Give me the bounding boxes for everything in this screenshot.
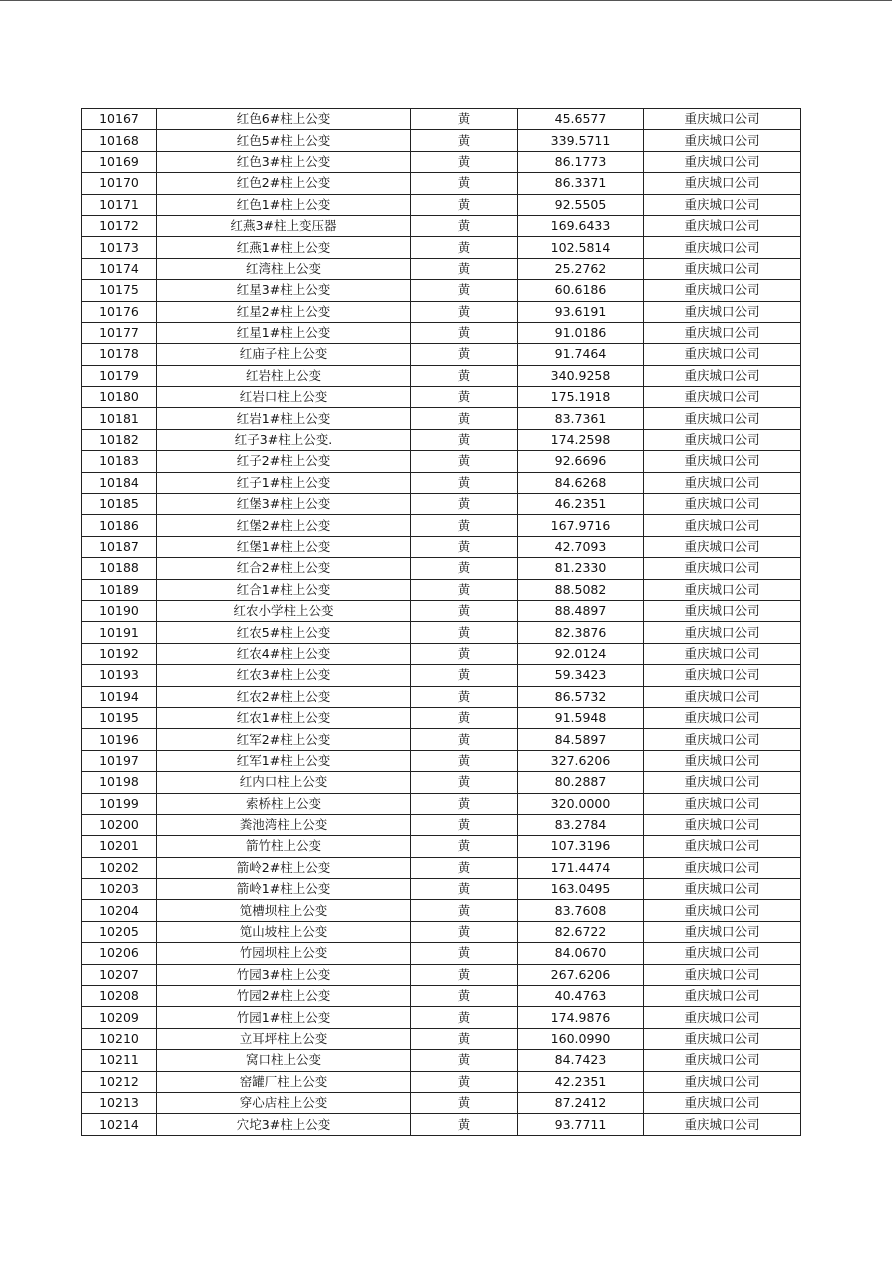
value-cell: 84.7423	[518, 1050, 644, 1071]
table-body	[82, 109, 801, 1136]
level-cell: 黄	[411, 237, 518, 258]
value-cell: 91.5948	[518, 707, 644, 728]
level-cell: 黄	[411, 109, 518, 130]
value-cell: 80.2887	[518, 772, 644, 793]
table-row	[82, 429, 801, 450]
station-name-cell: 红合1#柱上公变	[157, 579, 411, 600]
level-cell: 黄	[411, 686, 518, 707]
value-cell: 87.2412	[518, 1092, 644, 1113]
company-cell: 重庆城口公司	[644, 301, 801, 322]
row-id-cell: 10197	[82, 750, 157, 771]
row-id-cell: 10186	[82, 515, 157, 536]
table-row	[82, 643, 801, 664]
row-id-cell: 10188	[82, 558, 157, 579]
row-id-cell: 10193	[82, 665, 157, 686]
level-cell: 黄	[411, 344, 518, 365]
table-row	[82, 943, 801, 964]
company-cell: 重庆城口公司	[644, 408, 801, 429]
table-row	[82, 879, 801, 900]
company-cell: 重庆城口公司	[644, 429, 801, 450]
station-name-cell: 穴坨3#柱上公变	[157, 1114, 411, 1135]
company-cell: 重庆城口公司	[644, 494, 801, 515]
level-cell: 黄	[411, 1050, 518, 1071]
transformer-table	[81, 108, 801, 1136]
table-row	[82, 964, 801, 985]
value-cell: 92.6696	[518, 451, 644, 472]
table-row	[82, 793, 801, 814]
company-cell: 重庆城口公司	[644, 558, 801, 579]
row-id-cell: 10205	[82, 921, 157, 942]
level-cell: 黄	[411, 558, 518, 579]
value-cell: 84.6268	[518, 472, 644, 493]
company-cell: 重庆城口公司	[644, 387, 801, 408]
company-cell: 重庆城口公司	[644, 237, 801, 258]
level-cell: 黄	[411, 429, 518, 450]
company-cell: 重庆城口公司	[644, 173, 801, 194]
company-cell: 重庆城口公司	[644, 943, 801, 964]
level-cell: 黄	[411, 879, 518, 900]
value-cell: 86.3371	[518, 173, 644, 194]
table-row	[82, 836, 801, 857]
level-cell: 黄	[411, 215, 518, 236]
company-cell: 重庆城口公司	[644, 686, 801, 707]
table-row	[82, 194, 801, 215]
table-row	[82, 1092, 801, 1113]
level-cell: 黄	[411, 451, 518, 472]
level-cell: 黄	[411, 1071, 518, 1092]
level-cell: 黄	[411, 707, 518, 728]
table-row	[82, 451, 801, 472]
station-name-cell: 红内口柱上公变	[157, 772, 411, 793]
station-name-cell: 红色6#柱上公变	[157, 109, 411, 130]
level-cell: 黄	[411, 130, 518, 151]
level-cell: 黄	[411, 986, 518, 1007]
station-name-cell: 立耳坪柱上公变	[157, 1028, 411, 1049]
company-cell: 重庆城口公司	[644, 151, 801, 172]
value-cell: 93.6191	[518, 301, 644, 322]
station-name-cell: 笕山坡柱上公变	[157, 921, 411, 942]
row-id-cell: 10171	[82, 194, 157, 215]
company-cell: 重庆城口公司	[644, 365, 801, 386]
station-name-cell: 红子2#柱上公变	[157, 451, 411, 472]
page-top-border	[0, 0, 892, 1]
level-cell: 黄	[411, 857, 518, 878]
company-cell: 重庆城口公司	[644, 750, 801, 771]
row-id-cell: 10170	[82, 173, 157, 194]
value-cell: 320.0000	[518, 793, 644, 814]
station-name-cell: 红军2#柱上公变	[157, 729, 411, 750]
row-id-cell: 10183	[82, 451, 157, 472]
value-cell: 42.2351	[518, 1071, 644, 1092]
company-cell: 重庆城口公司	[644, 814, 801, 835]
level-cell: 黄	[411, 964, 518, 985]
station-name-cell: 竹园3#柱上公变	[157, 964, 411, 985]
table-row	[82, 986, 801, 1007]
row-id-cell: 10187	[82, 536, 157, 557]
level-cell: 黄	[411, 1092, 518, 1113]
company-cell: 重庆城口公司	[644, 643, 801, 664]
table-row	[82, 515, 801, 536]
station-name-cell: 红农3#柱上公变	[157, 665, 411, 686]
level-cell: 黄	[411, 536, 518, 557]
level-cell: 黄	[411, 494, 518, 515]
company-cell: 重庆城口公司	[644, 1114, 801, 1135]
row-id-cell: 10212	[82, 1071, 157, 1092]
value-cell: 81.2330	[518, 558, 644, 579]
value-cell: 91.0186	[518, 322, 644, 343]
station-name-cell: 竹园坝柱上公变	[157, 943, 411, 964]
station-name-cell: 红色5#柱上公变	[157, 130, 411, 151]
company-cell: 重庆城口公司	[644, 1028, 801, 1049]
value-cell: 92.5505	[518, 194, 644, 215]
company-cell: 重庆城口公司	[644, 986, 801, 1007]
row-id-cell: 10177	[82, 322, 157, 343]
level-cell: 黄	[411, 836, 518, 857]
station-name-cell: 红星1#柱上公变	[157, 322, 411, 343]
company-cell: 重庆城口公司	[644, 109, 801, 130]
table-row	[82, 1050, 801, 1071]
table-row	[82, 408, 801, 429]
table-row	[82, 322, 801, 343]
row-id-cell: 10175	[82, 280, 157, 301]
level-cell: 黄	[411, 408, 518, 429]
row-id-cell: 10207	[82, 964, 157, 985]
row-id-cell: 10180	[82, 387, 157, 408]
table-row	[82, 494, 801, 515]
company-cell: 重庆城口公司	[644, 857, 801, 878]
row-id-cell: 10172	[82, 215, 157, 236]
table-row	[82, 1028, 801, 1049]
station-name-cell: 红子3#柱上公变.	[157, 429, 411, 450]
table-row	[82, 215, 801, 236]
value-cell: 167.9716	[518, 515, 644, 536]
row-id-cell: 10213	[82, 1092, 157, 1113]
value-cell: 174.9876	[518, 1007, 644, 1028]
station-name-cell: 索桥柱上公变	[157, 793, 411, 814]
value-cell: 93.7711	[518, 1114, 644, 1135]
level-cell: 黄	[411, 1028, 518, 1049]
table-row	[82, 857, 801, 878]
row-id-cell: 10174	[82, 258, 157, 279]
company-cell: 重庆城口公司	[644, 579, 801, 600]
row-id-cell: 10194	[82, 686, 157, 707]
value-cell: 83.7361	[518, 408, 644, 429]
station-name-cell: 红岩柱上公变	[157, 365, 411, 386]
row-id-cell: 10210	[82, 1028, 157, 1049]
company-cell: 重庆城口公司	[644, 472, 801, 493]
table-row	[82, 280, 801, 301]
row-id-cell: 10204	[82, 900, 157, 921]
station-name-cell: 箭岭1#柱上公变	[157, 879, 411, 900]
station-name-cell: 红庙子柱上公变	[157, 344, 411, 365]
value-cell: 86.5732	[518, 686, 644, 707]
level-cell: 黄	[411, 258, 518, 279]
row-id-cell: 10182	[82, 429, 157, 450]
station-name-cell: 红星3#柱上公变	[157, 280, 411, 301]
table-row	[82, 579, 801, 600]
table-row	[82, 750, 801, 771]
company-cell: 重庆城口公司	[644, 1092, 801, 1113]
station-name-cell: 红农5#柱上公变	[157, 622, 411, 643]
company-cell: 重庆城口公司	[644, 921, 801, 942]
level-cell: 黄	[411, 1114, 518, 1135]
station-name-cell: 箭竹柱上公变	[157, 836, 411, 857]
station-name-cell: 箭岭2#柱上公变	[157, 857, 411, 878]
station-name-cell: 红堡3#柱上公变	[157, 494, 411, 515]
table-row	[82, 686, 801, 707]
company-cell: 重庆城口公司	[644, 1050, 801, 1071]
company-cell: 重庆城口公司	[644, 258, 801, 279]
table-row	[82, 365, 801, 386]
station-name-cell: 红色1#柱上公变	[157, 194, 411, 215]
value-cell: 88.4897	[518, 600, 644, 621]
company-cell: 重庆城口公司	[644, 793, 801, 814]
value-cell: 60.6186	[518, 280, 644, 301]
row-id-cell: 10208	[82, 986, 157, 1007]
table-row	[82, 387, 801, 408]
row-id-cell: 10173	[82, 237, 157, 258]
company-cell: 重庆城口公司	[644, 729, 801, 750]
table-row	[82, 558, 801, 579]
company-cell: 重庆城口公司	[644, 280, 801, 301]
company-cell: 重庆城口公司	[644, 130, 801, 151]
station-name-cell: 红农1#柱上公变	[157, 707, 411, 728]
company-cell: 重庆城口公司	[644, 1071, 801, 1092]
row-id-cell: 10209	[82, 1007, 157, 1028]
table-row	[82, 151, 801, 172]
row-id-cell: 10203	[82, 879, 157, 900]
row-id-cell: 10201	[82, 836, 157, 857]
table-row	[82, 472, 801, 493]
row-id-cell: 10169	[82, 151, 157, 172]
table-row	[82, 237, 801, 258]
company-cell: 重庆城口公司	[644, 322, 801, 343]
company-cell: 重庆城口公司	[644, 451, 801, 472]
table-row	[82, 600, 801, 621]
value-cell: 46.2351	[518, 494, 644, 515]
level-cell: 黄	[411, 194, 518, 215]
station-name-cell: 红堡1#柱上公变	[157, 536, 411, 557]
level-cell: 黄	[411, 750, 518, 771]
row-id-cell: 10191	[82, 622, 157, 643]
row-id-cell: 10211	[82, 1050, 157, 1071]
company-cell: 重庆城口公司	[644, 707, 801, 728]
value-cell: 84.5897	[518, 729, 644, 750]
table-row	[82, 536, 801, 557]
company-cell: 重庆城口公司	[644, 879, 801, 900]
company-cell: 重庆城口公司	[644, 900, 801, 921]
table-row	[82, 130, 801, 151]
table-row	[82, 622, 801, 643]
station-name-cell: 窝口柱上公变	[157, 1050, 411, 1071]
station-name-cell: 笕槽坝柱上公变	[157, 900, 411, 921]
table-row	[82, 1114, 801, 1135]
station-name-cell: 穿心店柱上公变	[157, 1092, 411, 1113]
value-cell: 107.3196	[518, 836, 644, 857]
value-cell: 42.7093	[518, 536, 644, 557]
row-id-cell: 10198	[82, 772, 157, 793]
level-cell: 黄	[411, 921, 518, 942]
station-name-cell: 窑罐厂柱上公变	[157, 1071, 411, 1092]
company-cell: 重庆城口公司	[644, 964, 801, 985]
row-id-cell: 10192	[82, 643, 157, 664]
value-cell: 25.2762	[518, 258, 644, 279]
level-cell: 黄	[411, 1007, 518, 1028]
company-cell: 重庆城口公司	[644, 536, 801, 557]
level-cell: 黄	[411, 472, 518, 493]
station-name-cell: 红色2#柱上公变	[157, 173, 411, 194]
station-name-cell: 红岩1#柱上公变	[157, 408, 411, 429]
company-cell: 重庆城口公司	[644, 515, 801, 536]
level-cell: 黄	[411, 600, 518, 621]
value-cell: 327.6206	[518, 750, 644, 771]
value-cell: 91.7464	[518, 344, 644, 365]
value-cell: 175.1918	[518, 387, 644, 408]
level-cell: 黄	[411, 793, 518, 814]
value-cell: 174.2598	[518, 429, 644, 450]
company-cell: 重庆城口公司	[644, 665, 801, 686]
company-cell: 重庆城口公司	[644, 215, 801, 236]
value-cell: 82.3876	[518, 622, 644, 643]
value-cell: 83.2784	[518, 814, 644, 835]
table-row	[82, 1007, 801, 1028]
table-row	[82, 109, 801, 130]
table-row	[82, 1071, 801, 1092]
level-cell: 黄	[411, 622, 518, 643]
company-cell: 重庆城口公司	[644, 836, 801, 857]
table-row	[82, 729, 801, 750]
station-name-cell: 红湾柱上公变	[157, 258, 411, 279]
row-id-cell: 10189	[82, 579, 157, 600]
row-id-cell: 10200	[82, 814, 157, 835]
value-cell: 45.6577	[518, 109, 644, 130]
station-name-cell: 红农4#柱上公变	[157, 643, 411, 664]
table-row	[82, 173, 801, 194]
station-name-cell: 红军1#柱上公变	[157, 750, 411, 771]
row-id-cell: 10214	[82, 1114, 157, 1135]
value-cell: 84.0670	[518, 943, 644, 964]
station-name-cell: 竹园1#柱上公变	[157, 1007, 411, 1028]
row-id-cell: 10185	[82, 494, 157, 515]
value-cell: 339.5711	[518, 130, 644, 151]
row-id-cell: 10178	[82, 344, 157, 365]
value-cell: 163.0495	[518, 879, 644, 900]
station-name-cell: 红星2#柱上公变	[157, 301, 411, 322]
level-cell: 黄	[411, 515, 518, 536]
row-id-cell: 10168	[82, 130, 157, 151]
value-cell: 92.0124	[518, 643, 644, 664]
level-cell: 黄	[411, 387, 518, 408]
level-cell: 黄	[411, 280, 518, 301]
value-cell: 267.6206	[518, 964, 644, 985]
row-id-cell: 10202	[82, 857, 157, 878]
level-cell: 黄	[411, 365, 518, 386]
level-cell: 黄	[411, 814, 518, 835]
company-cell: 重庆城口公司	[644, 622, 801, 643]
station-name-cell: 红子1#柱上公变	[157, 472, 411, 493]
company-cell: 重庆城口公司	[644, 772, 801, 793]
company-cell: 重庆城口公司	[644, 194, 801, 215]
table-row	[82, 814, 801, 835]
value-cell: 340.9258	[518, 365, 644, 386]
row-id-cell: 10199	[82, 793, 157, 814]
level-cell: 黄	[411, 301, 518, 322]
value-cell: 160.0990	[518, 1028, 644, 1049]
station-name-cell: 红燕1#柱上公变	[157, 237, 411, 258]
value-cell: 169.6433	[518, 215, 644, 236]
station-name-cell: 红岩口柱上公变	[157, 387, 411, 408]
level-cell: 黄	[411, 772, 518, 793]
station-name-cell: 竹园2#柱上公变	[157, 986, 411, 1007]
station-name-cell: 红色3#柱上公变	[157, 151, 411, 172]
table-row	[82, 258, 801, 279]
station-name-cell: 粪池湾柱上公变	[157, 814, 411, 835]
level-cell: 黄	[411, 665, 518, 686]
level-cell: 黄	[411, 173, 518, 194]
value-cell: 82.6722	[518, 921, 644, 942]
value-cell: 86.1773	[518, 151, 644, 172]
company-cell: 重庆城口公司	[644, 600, 801, 621]
row-id-cell: 10195	[82, 707, 157, 728]
level-cell: 黄	[411, 151, 518, 172]
company-cell: 重庆城口公司	[644, 1007, 801, 1028]
row-id-cell: 10167	[82, 109, 157, 130]
station-name-cell: 红农2#柱上公变	[157, 686, 411, 707]
row-id-cell: 10206	[82, 943, 157, 964]
station-name-cell: 红合2#柱上公变	[157, 558, 411, 579]
table-row	[82, 707, 801, 728]
table-row	[82, 665, 801, 686]
row-id-cell: 10190	[82, 600, 157, 621]
level-cell: 黄	[411, 729, 518, 750]
table-row	[82, 921, 801, 942]
row-id-cell: 10179	[82, 365, 157, 386]
level-cell: 黄	[411, 943, 518, 964]
value-cell: 171.4474	[518, 857, 644, 878]
value-cell: 83.7608	[518, 900, 644, 921]
row-id-cell: 10184	[82, 472, 157, 493]
level-cell: 黄	[411, 579, 518, 600]
station-name-cell: 红堡2#柱上公变	[157, 515, 411, 536]
level-cell: 黄	[411, 643, 518, 664]
value-cell: 59.3423	[518, 665, 644, 686]
table-row	[82, 344, 801, 365]
level-cell: 黄	[411, 900, 518, 921]
value-cell: 40.4763	[518, 986, 644, 1007]
company-cell: 重庆城口公司	[644, 344, 801, 365]
value-cell: 88.5082	[518, 579, 644, 600]
station-name-cell: 红燕3#柱上变压器	[157, 215, 411, 236]
value-cell: 102.5814	[518, 237, 644, 258]
station-name-cell: 红农小学柱上公变	[157, 600, 411, 621]
table-row	[82, 772, 801, 793]
row-id-cell: 10181	[82, 408, 157, 429]
row-id-cell: 10196	[82, 729, 157, 750]
level-cell: 黄	[411, 322, 518, 343]
table-row	[82, 900, 801, 921]
row-id-cell: 10176	[82, 301, 157, 322]
table-row	[82, 301, 801, 322]
